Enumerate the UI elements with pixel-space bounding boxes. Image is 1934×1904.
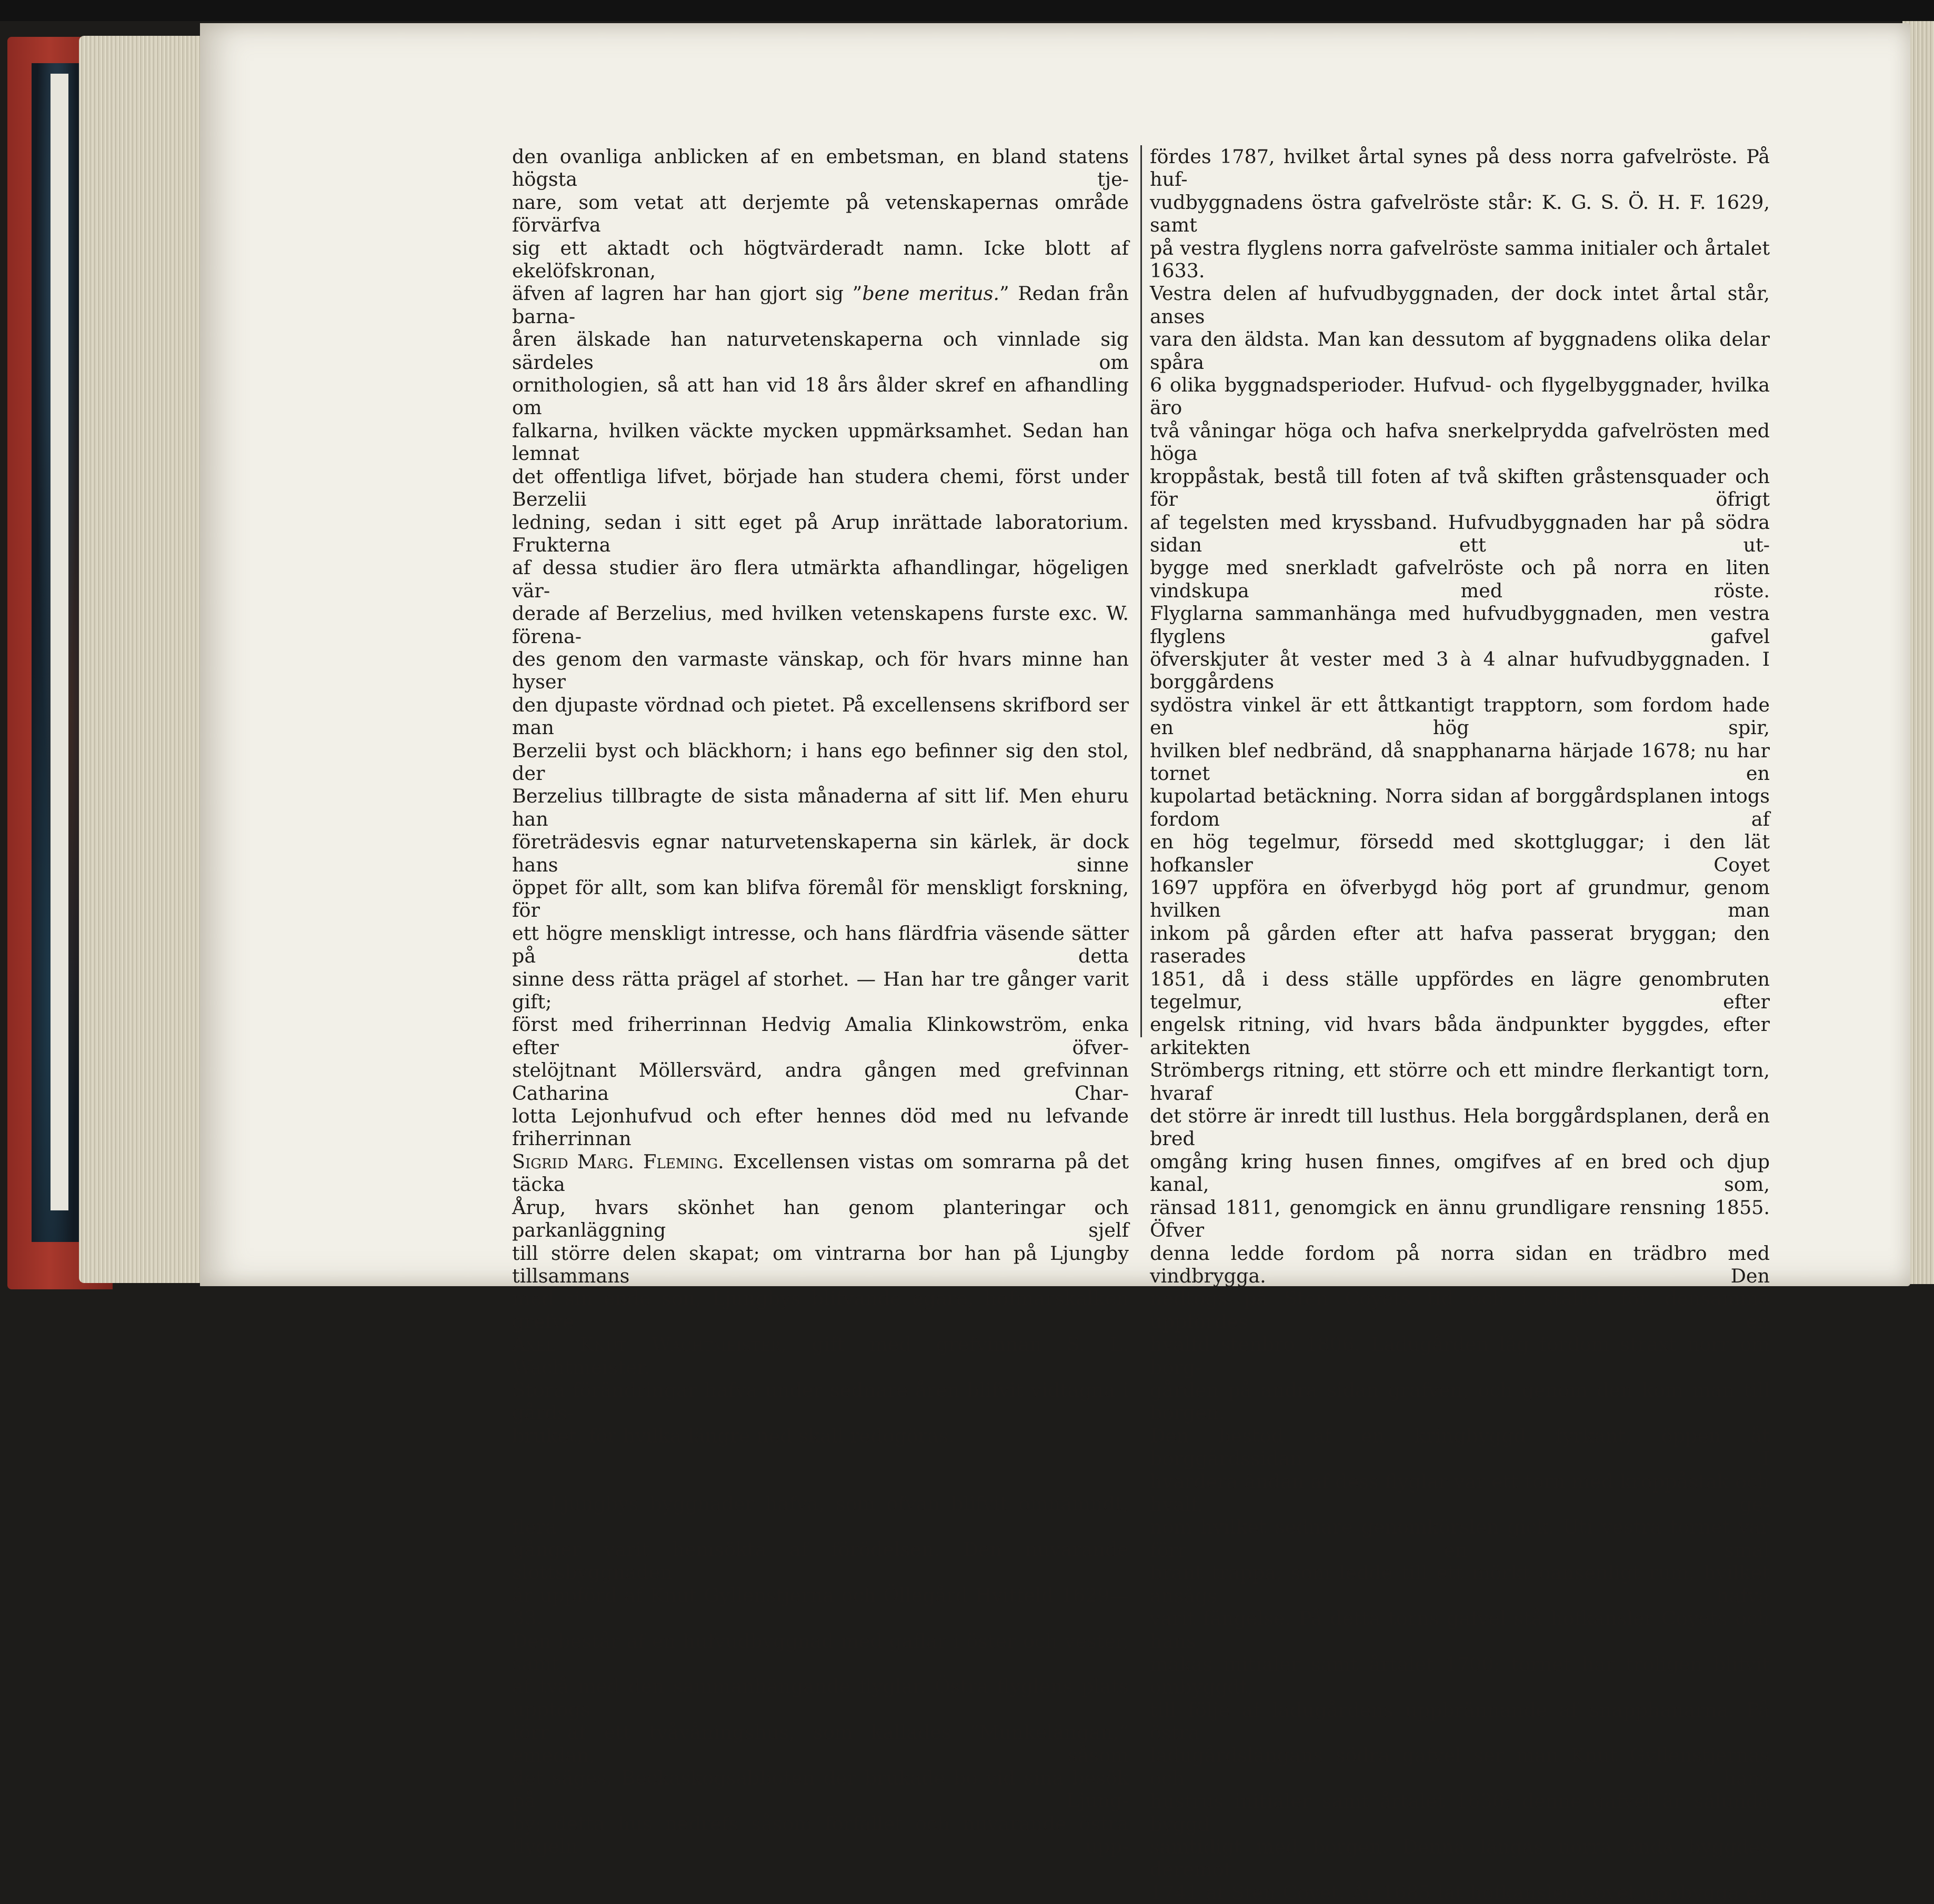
text-line: by; detta hus nedrefs såsom förfallet och nuvarande östra flygeln upp- (512, 1812, 1129, 1858)
text-line: först med friherrinnan Hedvig Amalia Klinkowström, enka efter öfver- (512, 1013, 1129, 1059)
text-line: Årup, hvars skönhet han genom planteringar och parkanläggning sjelf (512, 1196, 1129, 1242)
text-line: bygge med snerkladt gafvelröste och på norra en liten vindskupa med röste. (1150, 556, 1770, 602)
text-line: nom hvilket sednare genomkörslen gick. Uti vestra tornet var förr en smal (1150, 1516, 1770, 1561)
text-line: öppet för allt, som kan blifva föremål för menskligt forskning, för (512, 876, 1129, 922)
text-line: nedtogs på Sten Coyets tid och i stället för densamma uppfördes en (1150, 1287, 1770, 1333)
right-column (1150, 145, 1770, 1904)
text-line: denna ledde fordom på norra sidan en trädbro med vindbrygga. Den (1150, 1241, 1770, 1287)
text-line: Den består af en hufvudbyggnad med gaflar i öster och vester, samt (512, 1629, 1129, 1675)
text-line: stelöjtnant Möllersvärd, andra gången med grefvinnan Catharina Char- (512, 1059, 1129, 1105)
text-line: inkom på gården efter att hafva passerat bryggan; den raserades (1150, 921, 1770, 968)
text-line: 6 olika byggnadsperioder. Hufvud- och flygelbyggnader, hvilka äro (1150, 374, 1770, 419)
page-stack-left (79, 36, 205, 1283)
paragraph-gap (512, 1447, 1129, 1492)
text-line: hustrus initialer samt årtalet 1636; denne gafvel är sålunda byggd (1150, 1790, 1770, 1836)
text-line: den ovanliga anblicken af en embetsman, en bland statens högsta tje- (512, 145, 1129, 191)
text-line: ett högre menskligt intresse, och hans flärdfria väsende sätter på detta (512, 921, 1129, 968)
text-line: den djupaste vördnad och pietet. På excellensens skrifbord ser man (512, 693, 1129, 739)
text-line: är uppförd af Knut Gyllenstjerna och Öllegård Hvitfeld 1629—33. (512, 1584, 1129, 1630)
text-line: varit fängelse. På detta torns gafvel stå hofkansler Coyets och hans (1150, 1607, 1770, 1653)
text-line: af två med den sammanhängande flyglar. Östra flyglens plats upptogs (512, 1675, 1129, 1721)
text-line: samtidigt med borgen. Denna längas norra ända byggdes deremot (1150, 1836, 1770, 1881)
text-line: Flyglarna sammanhänga med hufvudbyggnaden, men vestra flyglens gafvel (1150, 602, 1770, 648)
text-line: ledning, sedan i sitt eget på Arup inrättade laboratorium. Frukterna (512, 510, 1129, 556)
text-line: kroppåstak, bestå till foten af två skiften gråstensquader och för öfrigt (1150, 465, 1770, 511)
text-line: gården på andra sidan grafven, och genom den kom man till borgen. (1150, 1378, 1770, 1425)
text-line: till större delen skapat; om vintrarna bor han på Ljungby tillsammans (512, 1241, 1129, 1287)
text-line: brant trappa, som ledde till ett mörkt oansenligt rum, hvilket ansågs hafva (1150, 1561, 1770, 1607)
text-line: förr af ett tvåvåningshus, som kallades ”Munkelängan,” emedan, såsom (512, 1721, 1129, 1767)
text-line: en hög tegelmur, försedd med skottgluggar; i den lät hofkansler Coyet (1150, 830, 1770, 876)
text-line: sydöstra vinkel är ett åttkantigt trapptorn, som fordom hade en hög spir, (1150, 693, 1770, 739)
text-line: Berzelius tillbragte de sista månaderna af sitt lif. Men ehuru han (512, 785, 1129, 830)
text-line: nare, som vetat att derjemte på vetenskapernas område förvärfva (512, 191, 1129, 237)
text-line: Strömbergs ritning, ett större och ett mindre flerkantigt torn, hvaraf (1150, 1059, 1770, 1105)
text-line: ränsad 1811, genomgick en ännu grundligare rensning 1855. Öfver (1150, 1196, 1770, 1242)
text-line: Stora förändringar hafva under sednare åren blifvit vidtagna i gårds- (512, 1378, 1129, 1425)
text-line: åren älskade han naturvetenskaperna och vinnlade sig särdeles om (512, 328, 1129, 374)
text-line: Axel Knut Wachtmeister, gift med grefvinnan S. L. Wachtmeister. (512, 1333, 1129, 1379)
text-line: det större är inredt till lusthus. Hela borggårdsplanen, derå en bred (1150, 1105, 1770, 1150)
text-line: öfverskjuter åt vester med 3 à 4 alnar hufvudbyggnaden. I borggårdens (1150, 647, 1770, 694)
text-line: derade af Berzelius, med hvilken vetenskapens furste exc. W. förena- (512, 602, 1129, 648)
text-line: lotta Lejonhufvud och efter hennes död med nu lefvande friherrinnan (512, 1105, 1129, 1150)
text-line: det säges, Beckaskogsabboten der brukade bo vid sina besök på Ljung- (512, 1767, 1129, 1812)
text-line: fördes 1787, hvilket årtal synes på dess norra gafvelröste. På huf- (1150, 145, 1770, 191)
text-line: gånger varit hemsökta af förödelsen. Den nuvarande slottsbyggnaden (512, 1538, 1129, 1584)
text-line: bruket, för hvilka längre ned skall redogöras. (512, 1424, 955, 1447)
text-line: vudbyggnadens östra gafvelröste står: K. G. S. Ö. H. F. 1629, samt (1150, 191, 1770, 237)
text-line: makas initialer samt årtalet 1700; tornet har troligen blifvit ombyggdt, (1150, 1652, 1770, 1699)
text-line: företrädesvis egnar naturvetenskaperna sin kärlek, är dock hans sinne (512, 830, 1129, 876)
endpaper-strip (51, 74, 68, 1210)
text-line: Sigrid Marg. Fleming. Excellensen vistas om somrarna på det täcka (512, 1150, 1129, 1196)
text-line: sinne dess rätta prägel af storhet. — Han har tre gånger varit gift; (512, 967, 1129, 1014)
text-line: Ljungbys byggnader hafva, som ofvan blifvit omnämndt, flera (512, 1492, 1129, 1538)
text-line: falkarna, hvilken väckte mycken uppmärksamhet. Sedan han lemnat (512, 419, 1129, 465)
text-line: två våningar höga och hafva snerkelprydda gafvelrösten med höga (1150, 419, 1770, 465)
text-line: Berzelii byst och bläckhorn; i hans ego befinner sig den stol, der (512, 739, 1129, 785)
left-column (512, 145, 1129, 1858)
text-line: till följe af ladugårdens uppbrännande af snapphanarna. På östra (1150, 1698, 1770, 1745)
text-line: ornithologien, så att han vid 18 års ålder skref en afhandling om (512, 374, 1129, 419)
text-line: engelsk ritning, vid hvars båda ändpunkter byggdes, efter arkitekten (1150, 1013, 1770, 1059)
text-line: med sin ende son, Ljungbys blifvande egare, hofmarskalken grefve (512, 1287, 1129, 1333)
text-line: vara den äldsta. Man kan dessutom af byggnadens olika delar spåra (1150, 328, 1770, 374)
text-line: af tegelsten med kryssband. Hufvudbyggnaden har på södra sidan ett ut- (1150, 510, 1770, 556)
text-line: ladugårdslängans södra gafvel ser man Knut Gyllenstjernas och hans (1150, 1744, 1770, 1790)
text-line: sig ett aktadt och högtvärderadt namn. Icke blott af ekelöfskronan, (512, 236, 1129, 283)
text-line: 1741 af Sten Coyet. År 1685 lät hofkansler Coyet uppbygga en (1150, 1881, 1770, 1904)
text-line: 1851, då i dess ställe uppfördes en lägre genombruten tegelmur, efter (1150, 967, 1770, 1014)
text-line: af dessa studier äro flera utmärkta afhandlingar, högeligen vär- (512, 556, 1129, 602)
text-line: hvilken blef nedbränd, då snapphanarna härjade 1678; nu har tornet en (1150, 739, 1770, 785)
text-line: omgång kring husen finnes, omgifves af en bred och djup kanal, som, (1150, 1150, 1770, 1196)
background-top (0, 0, 1934, 21)
text-line: på vestra flyglens norra gafvelröste samma initialer och årtalet 1633. (1150, 236, 1770, 283)
text-line: äfven af lagren har han gjort sig ”bene meritus.” Redan från barna- (512, 282, 1129, 328)
text-line: hvardera ändan af dess flyglar var ett torn med kroppåstak och hvalf, ge- (1150, 1470, 1770, 1516)
text-line: des genom den varmaste vänskap, och för hvars minne han hyser (512, 647, 1129, 694)
text-line: hvälfd stenbro 1806. Ladugården låg fordom straxt norr om borg- (1150, 1333, 1770, 1379)
text-line: 1697 uppföra en öfverbygd hög port af grundmur, genom hvilken man (1150, 876, 1770, 922)
text-line: Den bestod af en kringbyggd fyrkant, öppen åt borggårdssidan. I (1150, 1424, 1770, 1470)
text-line: Vestra delen af hufvudbyggnaden, der dock intet årtal står, anses (1150, 282, 1770, 328)
text-line: det offentliga lifvet, började han studera chemi, först under Berzelii (512, 465, 1129, 511)
column-divider (1140, 145, 1142, 1037)
text-line: kupolartad betäckning. Norra sidan af borggårdsplanen intogs fordom af (1150, 785, 1770, 830)
